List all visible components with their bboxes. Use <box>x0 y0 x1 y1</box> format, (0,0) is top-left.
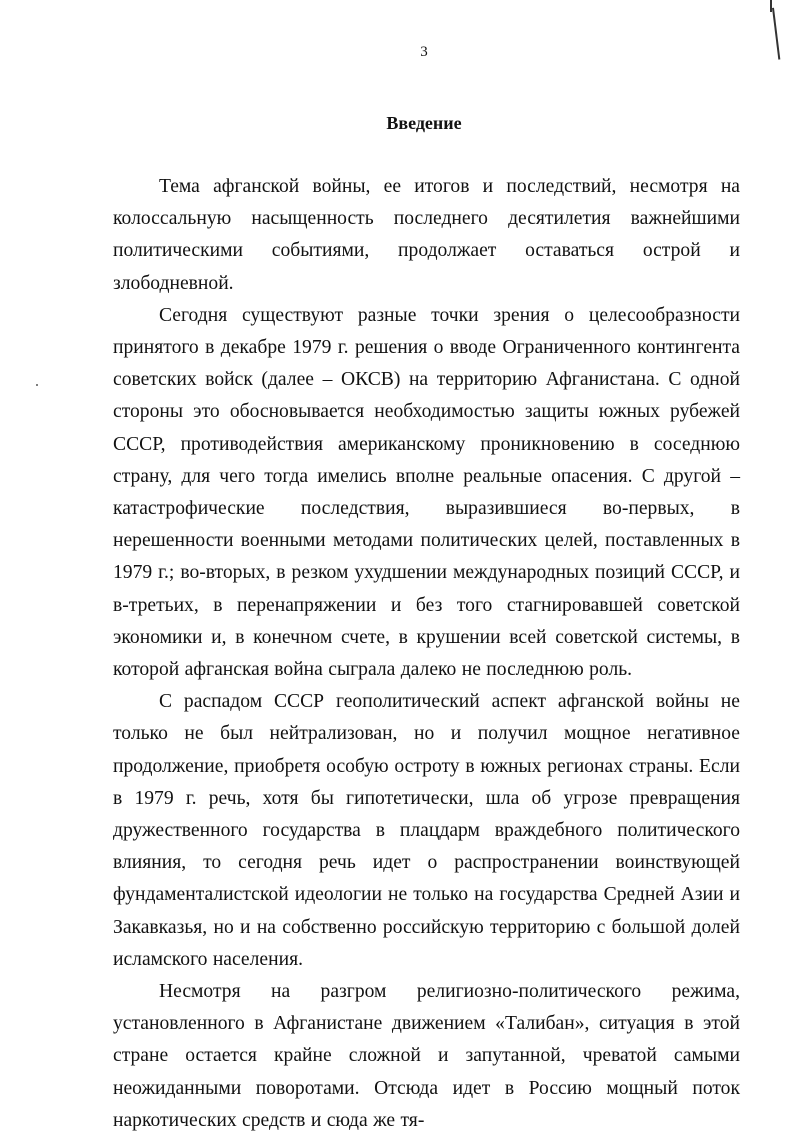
page-title: Введение <box>386 113 462 133</box>
scan-artifact-dot <box>36 384 38 386</box>
paragraph-4: Несмотря на разгром религиозно-политического режима, установленного в Афганистане движением «Талибан», ситуация в этой стране остается крайне сложной и запутанной, чреватой самыми неожиданными поворотами. Отсюда идет в Россию мощный поток наркотических средств и сюда же тя- <box>113 981 740 1131</box>
page-number: 3 <box>420 44 428 60</box>
paragraph-3: С распадом СССР геополитический аспект афганской войны не только не был нейтрализован, но и получил мощное негативное продолжение, приобретя особую остроту в южных регионах страны. Если в 1979 г. речь, хотя бы гипотетически, шла об угрозе превращения дружественного государства в плацдарм враждебного политического влияния, то сегодня речь идет о распространении воинствующей фундаменталистской идеологии не только на государства Средней Азии и Закавказья, но и на собственно российскую территорию с большой долей исламского населения. <box>113 691 740 970</box>
paragraph-2: Сегодня существуют разные точки зрения о целесообразности принятого в декабре 1979 г. решения о вводе Ограниченного контингента советских войск (далее – ОКСВ) на территорию Афганистана. С одной стороны это обосновывается необходимостью защиты южных рубежей СССР, противодействия американскому проникновению в соседнюю страну, для чего тогда имелись вполне реальные опасения. С другой – катастрофические последствия, выразившиеся во-первых, в нерешенности военными методами политических целей, поставленных в 1979 г.; во-вторых, в резком ухудшении международных позиций СССР, и в-третьих, в перенапряжении и без того стагнировавшей советской экономики и, в конечном счете, в крушении всей советской системы, в которой афганская война сыграла далеко не последнюю роль. <box>113 304 740 681</box>
document-body <box>113 171 740 1137</box>
paragraph-1: Тема афганской войны, ее итогов и последствий, несмотря на колоссальную насыщенность последнего десятилетия важнейшими политическими событиями, продолжает оставаться острой и злободневной. <box>113 176 740 294</box>
